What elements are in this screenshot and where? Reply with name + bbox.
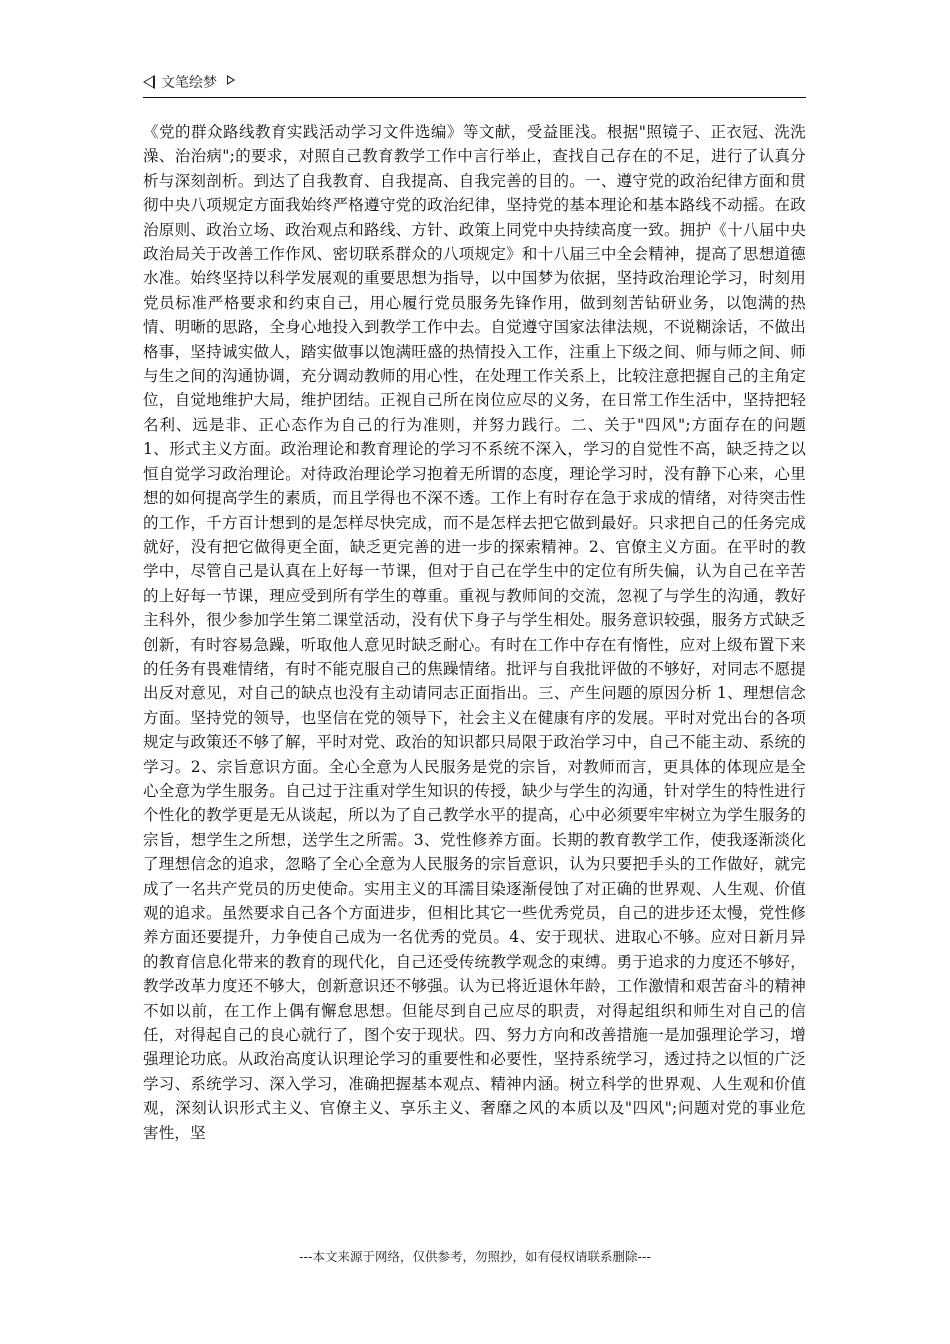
brand (143, 72, 806, 92)
brand-name: 文笔绘梦 (161, 75, 217, 91)
triangle-right-outline-icon (227, 75, 235, 85)
header-divider (143, 97, 806, 98)
page-header (143, 72, 806, 98)
body-text: 《党的群众路线教育实践活动学习文件选编》等文献，受益匪浅。根据"照镜子、正衣冠、洗洗澡、治治病";的要求，对照自己教育教学工作中言行举止，查找自己存在的不足，进行了认真分析与深刻剖析。到达了自我教育、自我提高、自我完善的目的。一、遵守党的政治纪律方面和贯彻中央八项规定方面我始终严格遵守党的政治纪律，坚持党的基本理论和基本路线不动摇。在政治原则、政治立场、政治观点和路线、方针、政策上同党中央持续高度一致。拥护《十八届中央政治局关于改善工作作风、密切联系群众的八项规定》和十八届三中全会精神，提高了思想道德水准。始终坚持以科学发展观的重要思想为指导，以中国梦为依据，坚持政治理论学习，时刻用党员标准严格要求和约束自己，用心履行党员服务先锋作用，做到刻苦钻研业务，以饱满的热情、明晰的思路，全身心地投入到教学工作中去。自觉遵守国家法律法规，不说糊涂话，不做出格事，坚持诚实做人，踏实做事以饱满旺盛的热情投入工作，注重上下级之间、师与师之间、师与生之间的沟通协调，充分调动教师的用心性，在处理工作关系上，比较注意把握自己的主角定位，自觉地维护大局，维护团结。正视自己所在岗位应尽的义务，在日常工作生活中，坚持把轻名利、远是非、正心态作为自己的行为准则，并努力践行。二、关于"四风";方面存在的问题 1、形式主义方面。政治理论和教育理论的学习不系统不深入，学习的自觉性不高，缺乏持之以恒自觉学习政治理论。对待政治理论学习抱着无所谓的态度，理论学习时，没有静下心来，心里想的如何提高学生的素质，而且学得也不深不透。工作上有时存在急于求成的情绪，对待突击性的工作，千方百计想到的是怎样尽快完成，而不是怎样去把它做到最好。只求把自己的任务完成就好，没有把它做得更全面，缺乏更完善的进一步的探索精神。2、官僚主义方面。在平时的教学中，尽管自己是认真在上好每一节课，但对于自己在学生中的定位有所失偏，认为自己在辛苦的上好每一节课，理应受到所有学生的尊重。重视与教师间的交流，忽视了与学生的沟通，教好主科外，很少参加学生第二课堂活动，没有伏下身子与学生相处。服务意识较强，服务方式缺乏创新，有时容易急躁，听取他人意见时缺乏耐心。有时在工作中存在有惰性，应对上级布置下来的任务有畏难情绪，有时不能克服自己的焦躁情绪。批评与自我批评做的不够好，对同志不愿提出反对意见，对自己的缺点也没有主动请同志正面指出。三、产生问题的原因分析 1、理想信念方面。坚持党的领导，也坚信在党的领导下，社会主义在健康有序的发展。平时对党出台的各项规定与政策还不够了解，平时对党、政治的知识都只局限于政治学习中，自己不能主动、系统的学习。2、宗旨意识方面。全心全意为人民服务是党的宗旨，对教师而言，更具体的体现应是全心全意为学生服务。自己过于注重对学生知识的传授，缺少与学生的沟通，针对学生的特性进行个性化的教学更是无从谈起，所以为了自己教学水平的提高，心中必须要牢牢树立为学生服务的宗旨，想学生之所想，送学生之所需。3、党性修养方面。长期的教育教学工作，使我逐渐淡化了理想信念的追求，忽略了全心全意为人民服务的宗旨意识，认为只要把手头的工作做好，就完成了一名共产党员的历史使命。实用主义的耳濡目染逐渐侵蚀了对正确的世界观、人生观、价值观的追求。虽然要求自己各个方面进步，但相比其它一些优秀党员，自己的进步还太慢，党性修养方面还要提升，力争使自己成为一名优秀的党员。4、安于现状、进取心不够。应对日新月异的教育信息化带来的教育的现代化，自己还受传统教学观念的束缚。勇于追求的力度还不够好，教学改革力度还不够大，创新意识还不够强。认为已将近退休年龄，工作激情和艰苦奋斗的精神不如以前，在工作上偶有懈怠思想。但能尽到自己应尽的职责，对得起组织和师生对自己的信任，对得起自己的良心就行了，图个安于现状。四、努力方向和改善措施一是加强理论学习，增强理论功底。从政治高度认识理论学习的重要性和必要性，坚持系统学习，透过持之以恒的广泛学习、系统学习、深入学习，准确把握基本观点、精神内涵。树立科学的世界观、人生观和价值观，深刻认识形式主义、官僚主义、享乐主义、奢靡之风的本质以及"四风";问题对党的事业危害性，坚 (143, 123, 806, 1142)
triangle-left-outline-icon (143, 75, 155, 89)
footer-disclaimer: ---本文来源于网络，仅供参考，勿照抄，如有侵权请联系删除--- (298, 1249, 652, 1264)
